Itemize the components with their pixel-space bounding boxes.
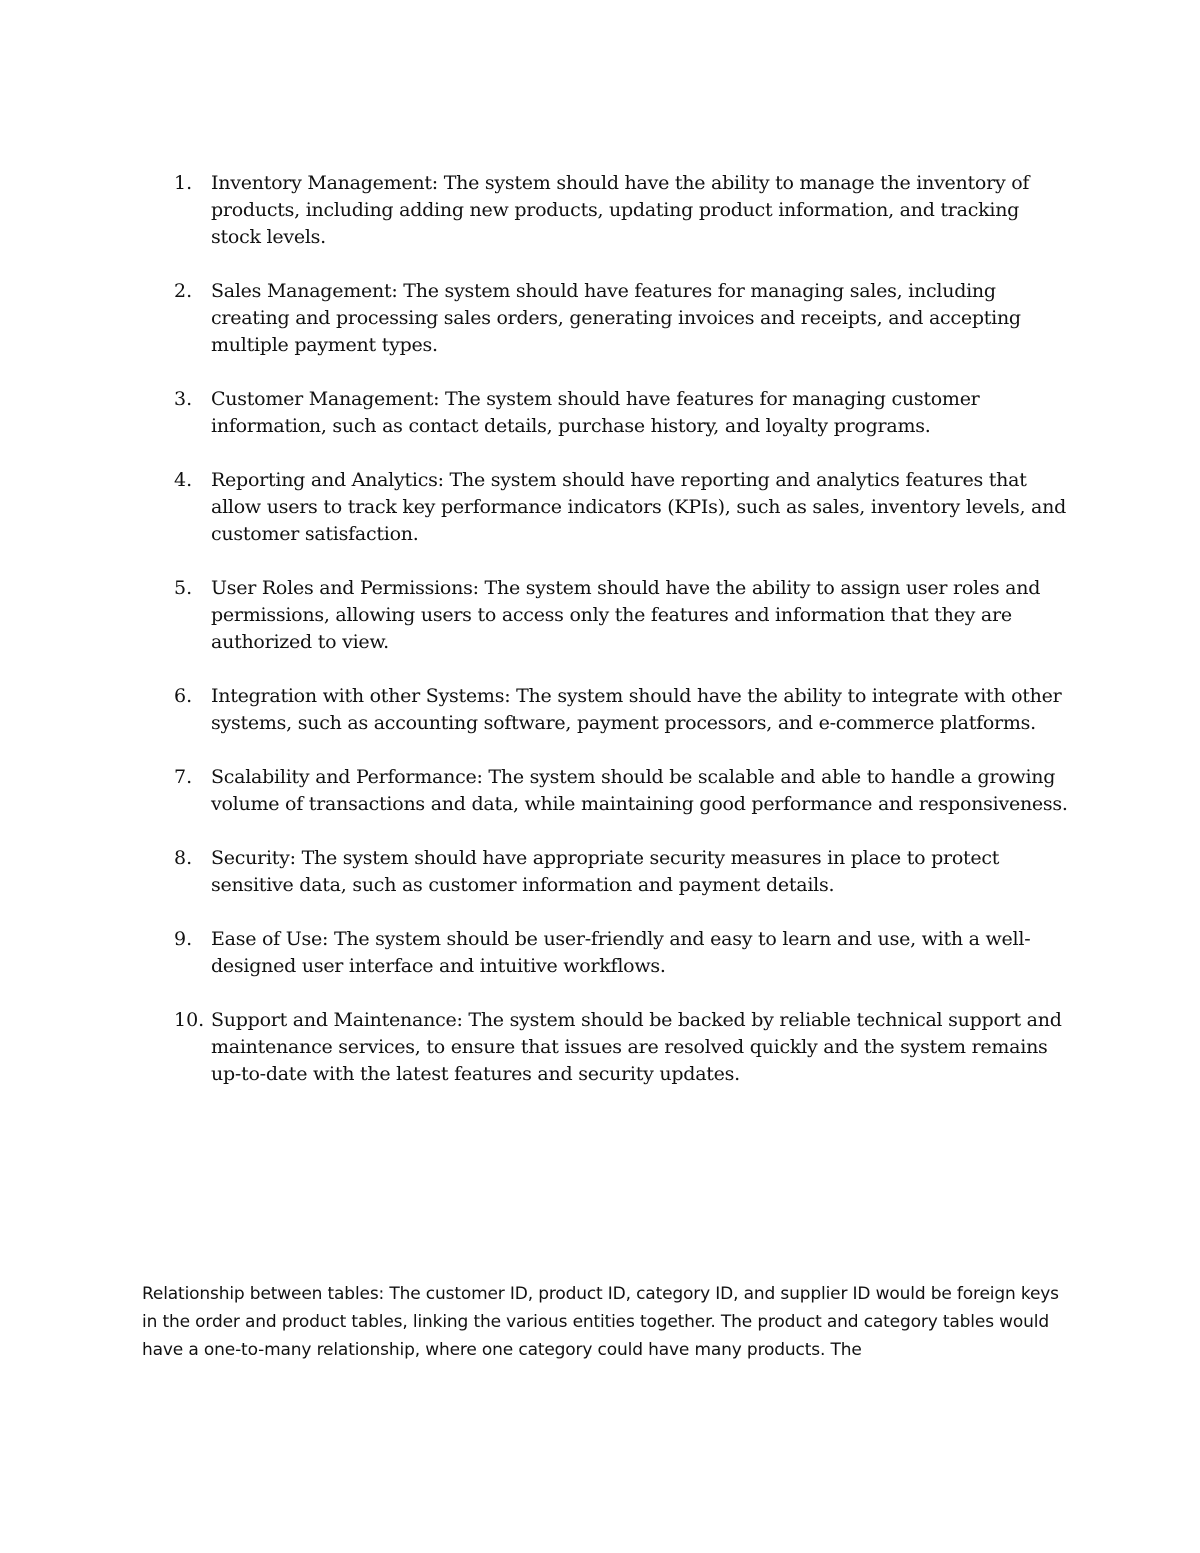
requirement-text: Security: The system should have appropriate security measures in place to protect sensitive data, such as customer information and payment details.	[211, 847, 1000, 896]
requirement-item	[174, 683, 1074, 737]
requirement-number: 2.	[174, 280, 193, 302]
requirement-text: User Roles and Permissions: The system should have the ability to assign user roles and permissions, allowing users to access only the features and information that they are authorized to view.	[211, 577, 1041, 653]
requirement-number: 4.	[174, 469, 193, 491]
requirement-number: 3.	[174, 388, 193, 410]
requirement-number: 5.	[174, 577, 193, 599]
requirement-text: Inventory Management: The system should have the ability to manage the inventory of products, including adding new products, updating product information, and tracking stock levels.	[211, 172, 1030, 248]
requirement-item	[174, 845, 1074, 899]
relationship-paragraph: Relationship between tables: The customer ID, product ID, category ID, and supplier ID would be foreign keys in the order and product tables, linking the various entities together. The product and category tables would have a one-to-many relationship, where one category could have many products. The	[142, 1284, 1059, 1360]
requirement-item	[174, 278, 1074, 359]
requirement-item	[174, 764, 1074, 818]
requirement-number: 10.	[174, 1009, 205, 1031]
requirement-item	[174, 575, 1074, 656]
requirement-item	[174, 467, 1074, 548]
requirement-number: 7.	[174, 766, 193, 788]
requirement-item	[174, 386, 1074, 440]
requirement-number: 8.	[174, 847, 193, 869]
requirement-text: Sales Management: The system should have features for managing sales, including creating and processing sales orders, generating invoices and receipts, and accepting multiple payment types.	[211, 280, 1021, 356]
requirement-item	[174, 170, 1074, 251]
requirement-item	[174, 926, 1074, 980]
requirement-text: Scalability and Performance: The system should be scalable and able to handle a growing volume of transactions and data, while maintaining good performance and responsiveness.	[211, 766, 1068, 815]
requirement-text: Customer Management: The system should have features for managing customer information, such as contact details, purchase history, and loyalty programs.	[211, 388, 980, 437]
requirement-text: Support and Maintenance: The system should be backed by reliable technical support and maintenance services, to ensure that issues are resolved quickly and the system remains up-to-date with the latest features and security updates.	[211, 1009, 1062, 1085]
requirement-item	[174, 1007, 1074, 1088]
requirement-number: 6.	[174, 685, 193, 707]
requirements-list	[174, 170, 1074, 1115]
requirement-number: 1.	[174, 172, 193, 194]
requirement-text: Reporting and Analytics: The system should have reporting and analytics features that allow users to track key performance indicators (KPIs), such as sales, inventory levels, and customer satisfaction.	[211, 469, 1067, 545]
requirement-number: 9.	[174, 928, 193, 950]
requirement-text: Integration with other Systems: The system should have the ability to integrate with other systems, such as accounting software, payment processors, and e-commerce platforms.	[211, 685, 1062, 734]
requirement-text: Ease of Use: The system should be user-friendly and easy to learn and use, with a well-designed user interface and intuitive workflows.	[211, 928, 1031, 977]
